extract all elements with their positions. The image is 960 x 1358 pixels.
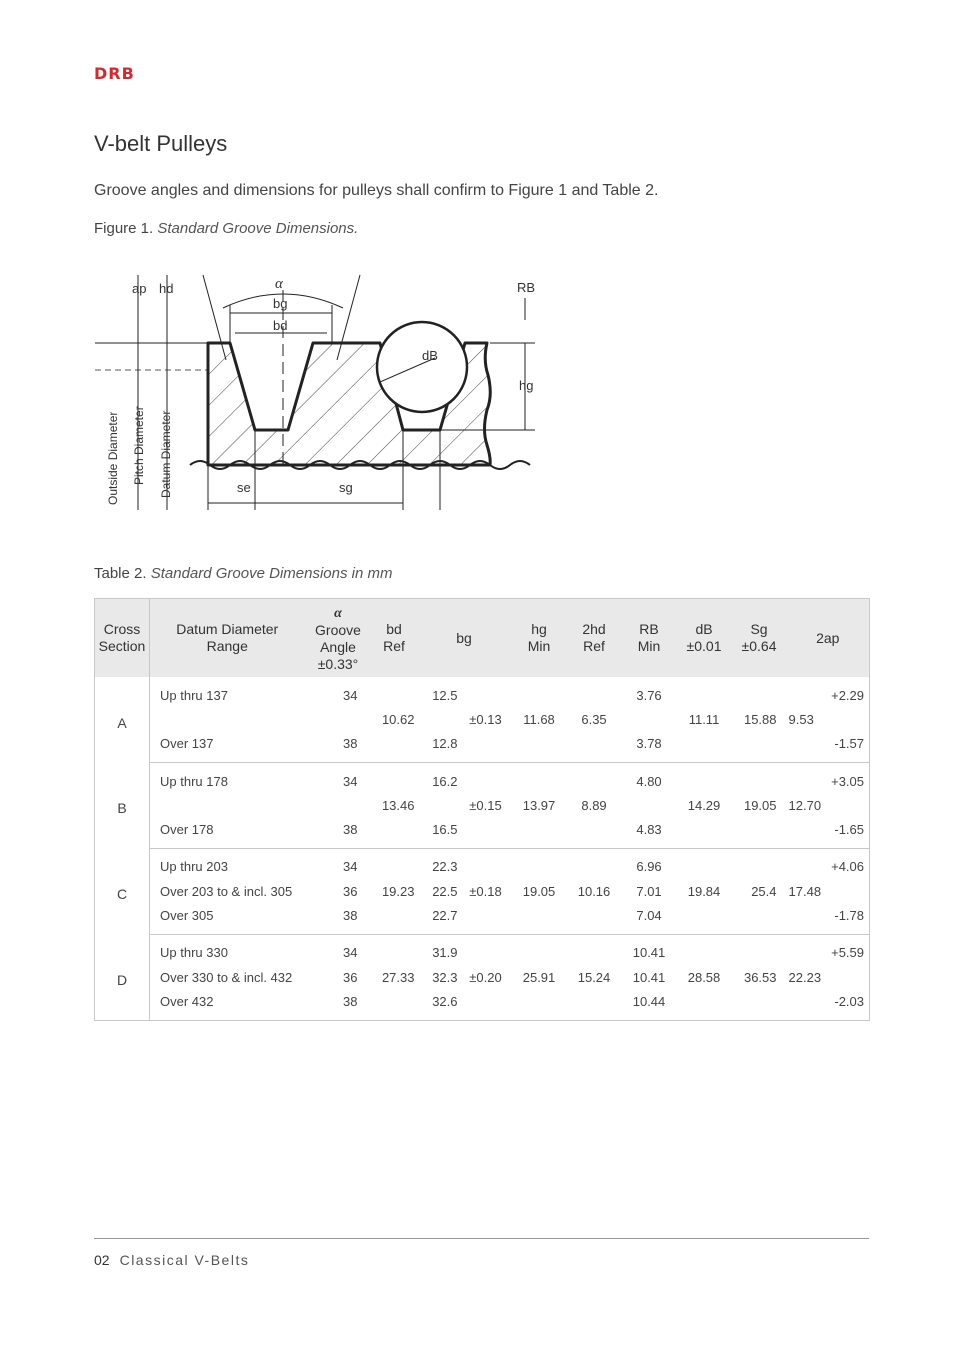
cell-range: Over 178 (150, 817, 305, 848)
page-footer (94, 1252, 249, 1268)
cell-bg-tolerance: ±0.18 (469, 883, 502, 899)
cell-hg (512, 989, 567, 1020)
table-caption-title: Standard Groove Dimensions in mm (150, 565, 393, 582)
cell-bg: 31.9 (432, 945, 458, 961)
cell-bd (372, 934, 417, 965)
cell-2hd (567, 934, 622, 965)
figure-caption-title: Standard Groove Dimensions. (157, 220, 359, 237)
cell-bg: 22.3 (432, 859, 458, 875)
cell-db (677, 903, 732, 934)
cell-hg (512, 732, 567, 763)
cell-sg: 25.4 (751, 883, 777, 899)
cell-bd (372, 989, 417, 1020)
cell-bg-tolerance: ±0.20 (469, 969, 502, 985)
cell-sg (732, 848, 787, 879)
cell-sg (732, 903, 787, 934)
page-number: 02 (94, 1252, 110, 1268)
cell-rb: 7.01 (636, 883, 662, 899)
cell-bg-tolerance (460, 762, 512, 793)
cell-bd: 19.23 (381, 883, 415, 899)
cell-bg-tolerance: ±0.13 (469, 711, 502, 727)
cell-rb: 10.41 (632, 945, 666, 961)
cell-rb: 10.44 (632, 993, 666, 1009)
cell-angle: 38 (305, 732, 372, 763)
cell-bd: 13.46 (381, 797, 415, 813)
cell-sg: 19.05 (743, 797, 777, 813)
cell-range: Over 203 to & incl. 305 (160, 883, 293, 899)
table-row (95, 762, 870, 793)
cell-se: 17.48 (788, 883, 822, 899)
cell-range: Over 432 (160, 993, 214, 1009)
table-row (95, 934, 870, 965)
figure-caption (94, 220, 358, 237)
cell-se: 22.23 (788, 969, 822, 985)
cell-db (677, 817, 732, 848)
cell-2hd (567, 817, 622, 848)
cell-hg (512, 934, 567, 965)
cell-bd (372, 732, 417, 763)
table-row (95, 677, 870, 707)
cell-rb: 10.41 (632, 969, 666, 985)
cell-2ap (787, 707, 870, 731)
cell-db: 19.84 (687, 883, 721, 899)
cell-2ap (787, 879, 870, 903)
cell-range: Over 137 (150, 732, 305, 763)
cell-bd (372, 762, 417, 793)
cell-2ap: -1.65 (787, 817, 870, 848)
cell-bg-tolerance (460, 848, 512, 879)
label-db: dB (422, 348, 438, 363)
cell-bg-tolerance (460, 989, 512, 1020)
cell-rb: 6.96 (636, 859, 662, 875)
cell-sg: 15.88 (743, 711, 777, 727)
cell-bg: 16.5 (417, 817, 460, 848)
cell-db (677, 934, 732, 965)
cell-sg (732, 762, 787, 793)
cell-bg: 12.8 (417, 732, 460, 763)
label-pitch-diameter: Pitch Diameter (132, 406, 146, 485)
header-groove-angle: α Groove Angle ±0.33° (305, 599, 372, 678)
cell-angle: 34 (343, 945, 358, 961)
cell-bg (417, 707, 460, 731)
cell-bd: 27.33 (381, 969, 415, 985)
cell-bd (372, 848, 417, 879)
table-header-row (95, 599, 870, 678)
cell-rb: 4.80 (636, 773, 662, 789)
cell-bg: 16.2 (432, 773, 458, 789)
header-sg: Sg ±0.64 (732, 599, 787, 678)
cell-hg (512, 762, 567, 793)
label-bg: bg (273, 296, 288, 311)
cell-bg-tolerance (460, 732, 512, 763)
cell-angle: 36 (343, 883, 358, 899)
cell-rb: 4.83 (622, 817, 677, 848)
cell-sg: 36.53 (743, 969, 777, 985)
cell-hg (512, 848, 567, 879)
cell-bd (372, 677, 417, 707)
cell-se: 12.70 (788, 797, 822, 813)
cell-2hd: 10.16 (577, 883, 611, 899)
cell-cross-section: B (95, 762, 150, 848)
cell-bg-tolerance (460, 903, 512, 934)
cell-rb: 7.04 (622, 903, 677, 934)
cell-db: 28.58 (687, 969, 721, 985)
cell-hg: 19.05 (522, 883, 556, 899)
cell-sg (732, 989, 787, 1020)
table-body (95, 677, 870, 1020)
cell-hg (512, 677, 567, 707)
cell-hg: 25.91 (522, 969, 556, 985)
cell-sg (732, 732, 787, 763)
cell-angle: 34 (343, 859, 358, 875)
cell-bd: 10.62 (381, 711, 415, 727)
label-alpha: α (275, 276, 283, 292)
label-ap: ap (132, 281, 147, 296)
cell-2hd: 15.24 (577, 969, 611, 985)
cell-cross-section: A (95, 677, 150, 762)
header-2ap: 2ap (787, 599, 870, 678)
cell-sg (732, 817, 787, 848)
cell-2ap: -1.78 (787, 903, 870, 934)
figure-caption-prefix: Figure 1. (94, 220, 154, 237)
cell-angle: 36 (343, 969, 358, 985)
cell-2hd: 6.35 (581, 711, 607, 727)
cell-db (677, 989, 732, 1020)
cell-range: Over 330 to & incl. 432 (160, 969, 293, 985)
cell-cross-section: D (95, 934, 150, 1020)
cell-hg (512, 903, 567, 934)
cell-range: Up thru 203 (160, 859, 228, 875)
cell-range: Over 305 (150, 903, 305, 934)
cell-bg: 32.6 (432, 993, 458, 1009)
label-se: se (237, 480, 251, 495)
cell-bg-tolerance (460, 934, 512, 965)
cell-angle: 38 (305, 817, 372, 848)
cell-range (150, 707, 305, 731)
cell-bd (372, 817, 417, 848)
cell-bg-tolerance (460, 817, 512, 848)
cell-sg (732, 934, 787, 965)
label-rb: RB (517, 280, 535, 295)
cell-2ap (787, 965, 870, 989)
cell-2ap: -1.57 (787, 732, 870, 763)
cell-bg: 32.3 (432, 969, 458, 985)
cell-hg: 13.97 (522, 797, 556, 813)
header-2hd: 2hd Ref (567, 599, 622, 678)
cell-angle: 38 (343, 993, 358, 1009)
label-datum-diameter: Datum Diameter (159, 410, 173, 498)
table-row (95, 879, 870, 903)
header-bd: bd Ref (372, 599, 417, 678)
header-hg: hg Min (512, 599, 567, 678)
cell-range: Up thru 178 (160, 773, 228, 789)
table-row (95, 903, 870, 934)
cell-bd (372, 903, 417, 934)
table-row (95, 965, 870, 989)
cell-2hd (567, 762, 622, 793)
cell-rb (622, 793, 677, 817)
cell-sg (732, 677, 787, 707)
cell-angle (305, 707, 372, 731)
cell-bg: 22.5 (432, 883, 458, 899)
cell-se: 9.53 (788, 711, 814, 727)
cell-angle (305, 793, 372, 817)
groove-diagram (95, 270, 535, 515)
table-row (95, 793, 870, 817)
cell-2hd (567, 903, 622, 934)
cell-2ap: +5.59 (831, 945, 865, 961)
label-outside-diameter: Outside Diameter (106, 411, 120, 505)
cell-range (150, 793, 305, 817)
cell-bg: 22.7 (417, 903, 460, 934)
cell-2hd (567, 848, 622, 879)
table-row (95, 989, 870, 1020)
cell-2ap: +4.06 (831, 859, 865, 875)
header-rb: RB Min (622, 599, 677, 678)
cell-db: 14.29 (687, 797, 721, 813)
intro-text: Groove angles and dimensions for pulleys shall confirm to Figure 1 and Table 2. (94, 182, 659, 199)
header-datum-diameter: Datum Diameter Range (150, 599, 305, 678)
cell-2ap (787, 793, 870, 817)
cell-db (677, 732, 732, 763)
cell-rb: 3.76 (636, 687, 662, 703)
cell-db: 11.11 (688, 711, 720, 727)
label-hg: hg (519, 378, 534, 393)
table-row (95, 707, 870, 731)
cell-2hd: 8.89 (581, 797, 607, 813)
brand-logo: DRB (94, 64, 135, 83)
table-row (95, 817, 870, 848)
page-title: V-belt Pulleys (94, 131, 228, 156)
cell-bg (417, 793, 460, 817)
cell-db (677, 677, 732, 707)
cell-angle: 34 (343, 773, 358, 789)
cell-range: Up thru 330 (160, 945, 228, 961)
label-hd: hd (159, 281, 174, 296)
cell-db (677, 848, 732, 879)
cell-bg-tolerance (460, 677, 512, 707)
cell-range: Up thru 137 (160, 687, 228, 703)
cell-hg: 11.68 (523, 711, 555, 727)
label-bd: bd (273, 318, 288, 333)
cell-bg-tolerance: ±0.15 (469, 797, 502, 813)
header-db: dB ±0.01 (677, 599, 732, 678)
gauge-ball (377, 322, 467, 412)
table-caption-prefix: Table 2. (94, 565, 147, 582)
cell-rb (622, 707, 677, 731)
cell-2ap: +2.29 (831, 687, 865, 703)
table-row (95, 732, 870, 763)
header-cross-section: Cross Section (95, 599, 150, 678)
cell-hg (512, 817, 567, 848)
groove-dimensions-table (94, 598, 870, 1021)
cell-2hd (567, 677, 622, 707)
label-sg: sg (339, 480, 353, 495)
table-caption (94, 565, 392, 582)
cell-cross-section: C (95, 848, 150, 934)
cell-angle: 34 (343, 687, 358, 703)
cell-2ap: +3.05 (831, 773, 865, 789)
cell-2ap: -2.03 (834, 993, 865, 1009)
cell-bg: 12.5 (432, 687, 458, 703)
cell-db (677, 762, 732, 793)
table-row (95, 848, 870, 879)
cell-rb: 3.78 (622, 732, 677, 763)
footer-rule (94, 1238, 869, 1239)
cell-2hd (567, 732, 622, 763)
header-bg: bg (417, 599, 512, 678)
footer-title: Classical V-Belts (119, 1252, 250, 1268)
cell-angle: 38 (305, 903, 372, 934)
cell-2hd (567, 989, 622, 1020)
